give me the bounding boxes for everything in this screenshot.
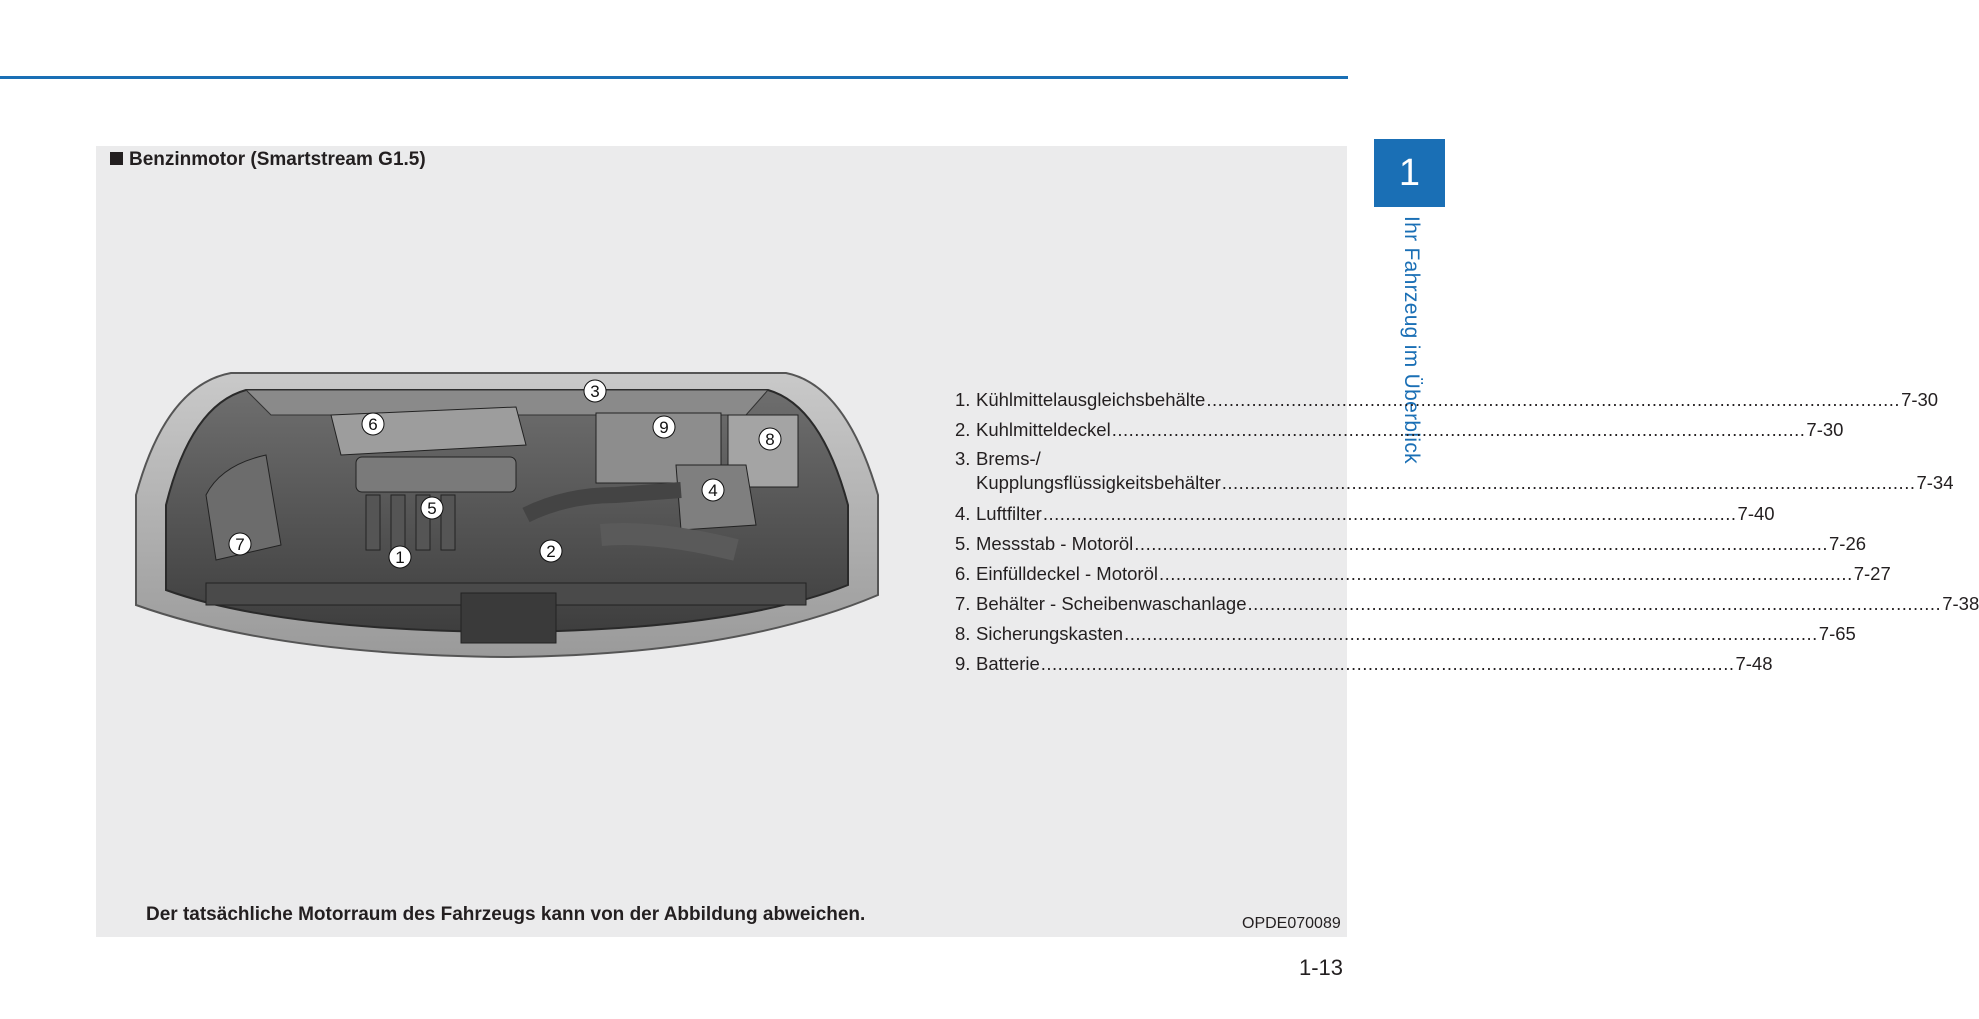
panel-heading (110, 149, 426, 171)
legend-item: 1. Kühlmittelausgleichsbehälte ..... 7-30 (955, 385, 1341, 415)
header-rule (0, 76, 1348, 79)
panel-heading-text: Benzinmotor (Smartstream G1.5) (129, 149, 426, 170)
square-bullet-icon (110, 152, 123, 165)
legend-item: 3. Brems-/ Kupplungsflüssigkeitsbehälter ..... 7-34 (955, 445, 1341, 499)
legend-item: 5. Messstab - Motoröl ..... 7-26 (955, 529, 1341, 559)
svg-text:5: 5 (427, 499, 437, 518)
legend-item: 8. Sicherungskasten ..... 7-65 (955, 619, 1341, 649)
legend-item: 6. Einfülldeckel - Motoröl ..... 7-27 (955, 559, 1341, 589)
page-number: 1-13 (1299, 955, 1344, 980)
legend-item: 7. Behälter - Scheibenwaschanlage ..... 7-38 (955, 589, 1341, 619)
svg-text:6: 6 (368, 415, 378, 434)
svg-text:7: 7 (235, 535, 245, 554)
legend-item: 9. Batterie ..... 7-48 (955, 649, 1341, 679)
legend-item: 2. Kuhlmitteldeckel ..... 7-30 (955, 415, 1341, 445)
figure-caption: Der tatsächliche Motorraum des Fahrzeugs kann von der Abbildung abweichen. (146, 904, 866, 925)
legend-item: 4. Luftfilter ..... 7-40 (955, 499, 1341, 529)
svg-text:4: 4 (708, 481, 718, 500)
component-legend (955, 385, 1979, 679)
chapter-number: 1 (1398, 151, 1421, 194)
engine-bay-illustration (96, 345, 918, 670)
chapter-title: Ihr Fahrzeug im Überblick (1400, 216, 1423, 464)
svg-text:1: 1 (395, 548, 405, 567)
svg-text:2: 2 (546, 542, 556, 561)
image-code: OPDE070089 (1242, 915, 1341, 932)
svg-text:3: 3 (590, 382, 600, 401)
chapter-number-tab (1374, 139, 1445, 207)
svg-text:9: 9 (659, 418, 669, 437)
svg-text:8: 8 (765, 430, 775, 449)
